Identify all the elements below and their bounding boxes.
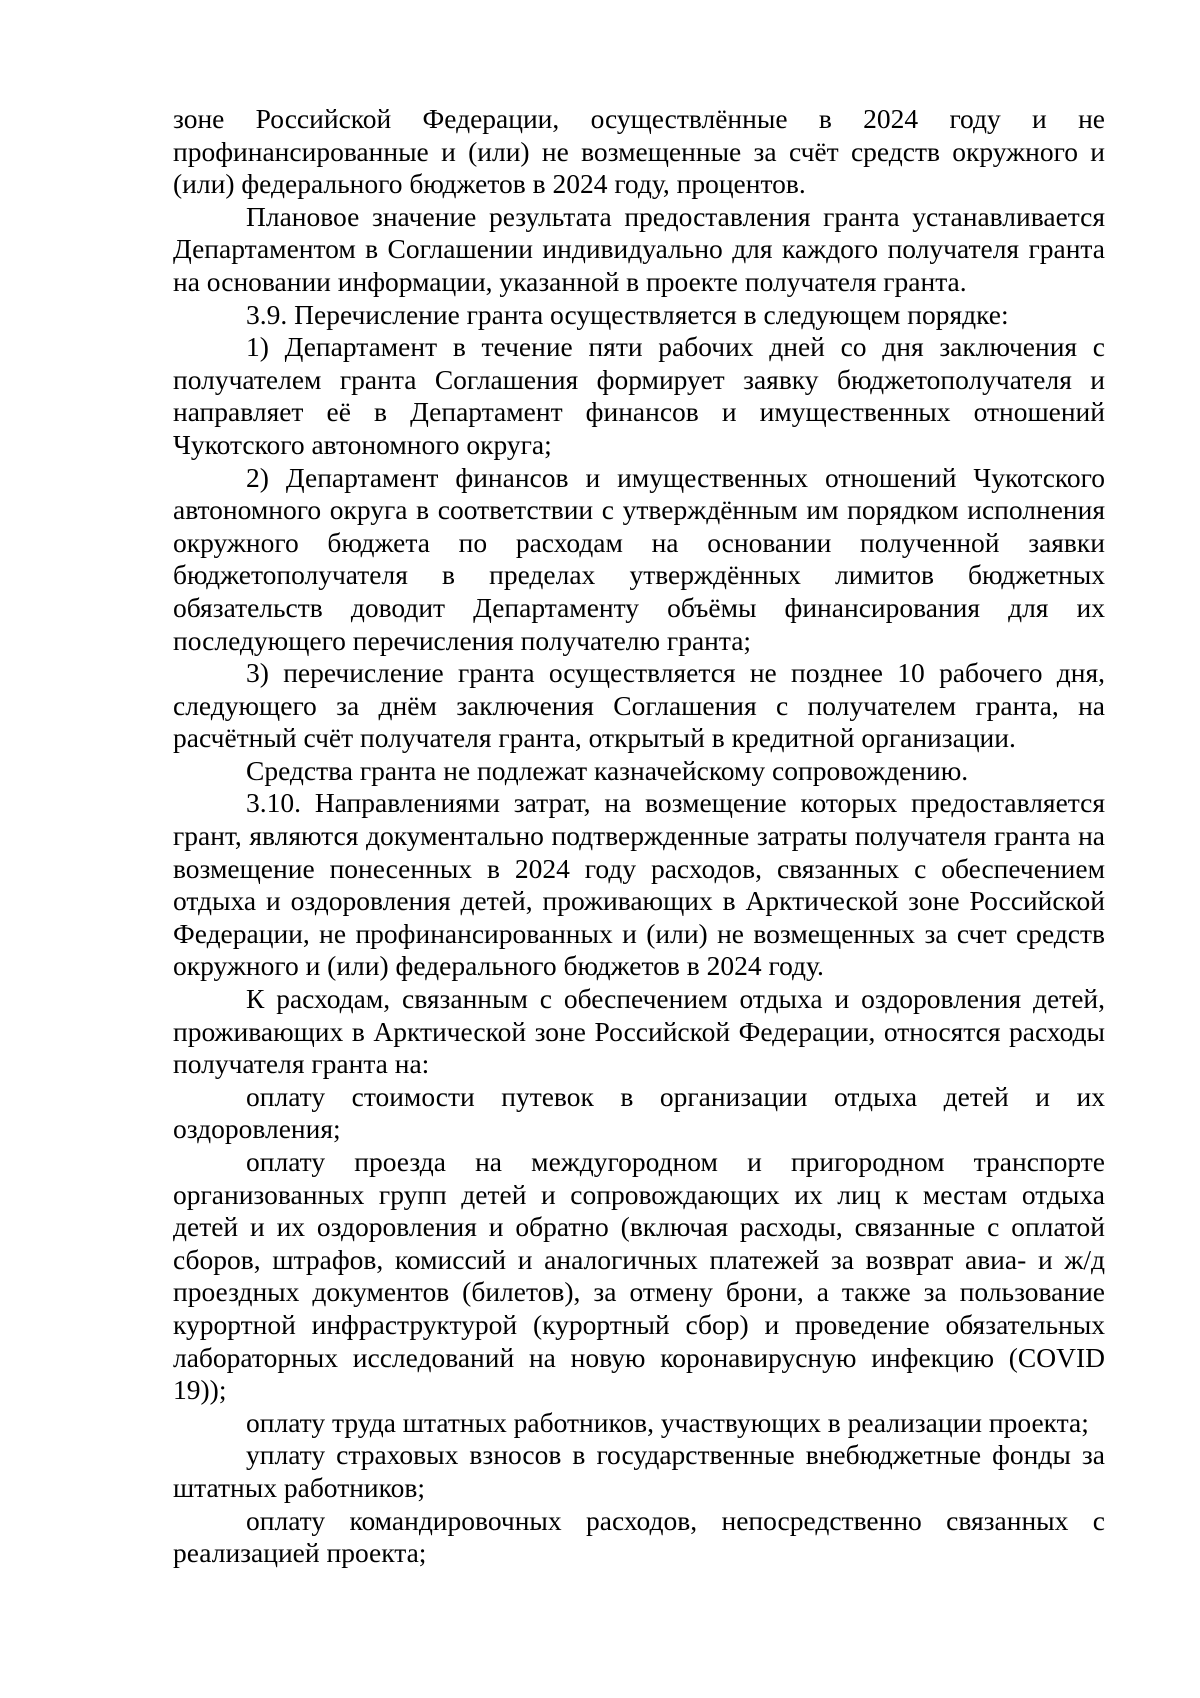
paragraph-continuation: зоне Российской Федерации, осуществлённые в 2024 году и не профинансированные и (или) не возмещенные за счёт средств окружного и (или) федерального бюджетов в 2024 году, процентов. [173,103,1105,200]
paragraph-3-9-item-1: 1) Департамент в течение пяти рабочих дней со дня заключения с получателем гранта Соглашения формирует заявку бюджетополучателя и направляет её в Департамент финансов и имущественных отношений Чукотского автономного округа; [173,331,1105,460]
paragraph-expenses-intro: К расходам, связанным с обеспечением отдыха и оздоровления детей, проживающих в Арктической зоне Российской Федерации, относятся расходы получателя гранта на: [173,983,1105,1080]
list-item-travel: оплату проезда на междугородном и пригородном транспорте организованных групп детей и сопровождающих их лиц к местам отдыха детей и их оздоровления и обратно (включая расходы, связанные с оплатой сборов, штрафов, комиссий и аналогичных платежей за возврат авиа- и ж/д проездных документов (билетов), за отмену брони, а также за пользование курортной инфраструктурой (курортный сбор) и проведение обязательных лабораторных исследований на новую коронавирусную инфекцию (COVID 19)); [173,1146,1105,1406]
list-item-staff-pay: оплату труда штатных работников, участвующих в реализации проекта; [246,1406,1089,1438]
list-item-vouchers: оплату стоимости путевок в организации отдыха детей и их оздоровления; [173,1080,1105,1145]
paragraph-planned-value: Плановое значение результата предоставления гранта устанавливается Департаментом в Соглашении индивидуально для каждого получателя гранта на основании информации, указанной в проекте получателя гранта. [173,200,1105,297]
paragraph-3-9-item-3: 3) перечисление гранта осуществляется не позднее 10 рабочего дня, следующего за днём заключения Соглашения с получателем гранта, на расчётный счёт получателя гранта, открытый в кредитной организации. [173,657,1105,754]
paragraph-3-10: 3.10. Направлениями затрат, на возмещение которых предоставляется грант, являются документально подтвержденные затраты получателя гранта на возмещение понесенных в 2024 году расходов, связанных с обеспечением отдыха и оздоровления детей, проживающих в Арктической зоне Российской Федерации, не профинансированных и (или) не возмещенных за счет средств окружного и (или) федерального бюджетов в 2024 году. [173,787,1105,982]
paragraph-3-9: 3.9. Перечисление гранта осуществляется в следующем порядке: [246,298,1009,330]
list-item-insurance: уплату страховых взносов в государственные внебюджетные фонды за штатных работников; [173,1439,1105,1503]
list-item-business-trips: оплату командировочных расходов, непосредственно связанных с реализацией проекта; [173,1504,1105,1569]
paragraph-treasury-note: Средства гранта не подлежат казначейскому сопровождению. [246,754,969,786]
paragraph-3-9-item-2: 2) Департамент финансов и имущественных отношений Чукотского автономного округа в соответствии с утверждённым им порядком исполнения окружного бюджета по расходам на основании полученной заявки бюджетополучателя в пределах утверждённых лимитов бюджетных обязательств доводит Департаменту объёмы финансирования для их последующего перечисления получателю гранта; [173,461,1105,656]
